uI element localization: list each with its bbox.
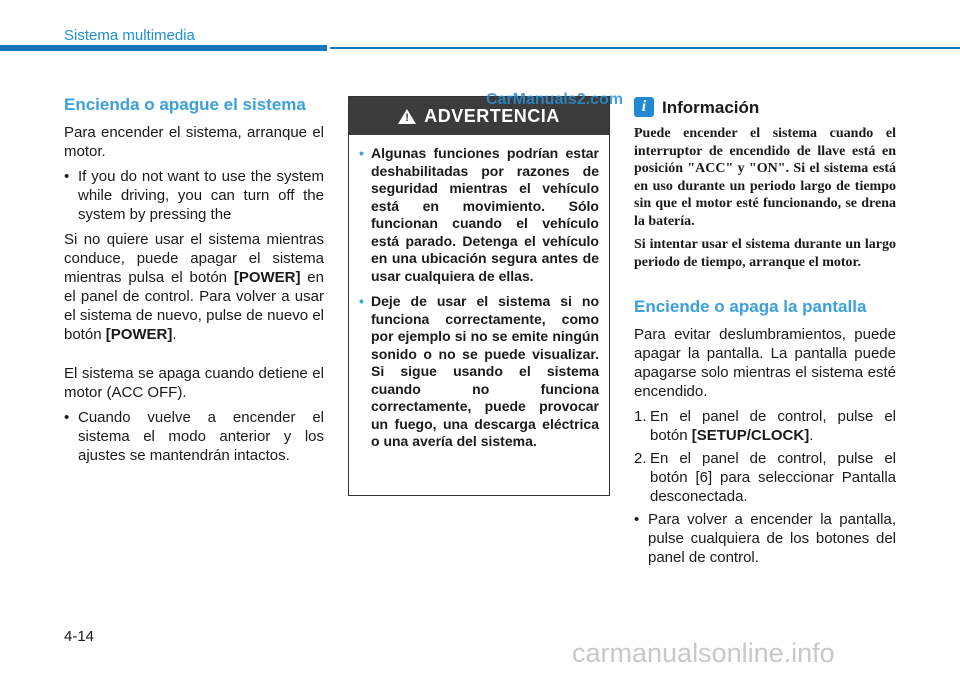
watermark-top: CarManuals2.com <box>486 91 623 108</box>
bullet-dot: • <box>634 511 640 528</box>
paragraph: Para encender el sistema, arranque el motor. <box>64 124 324 160</box>
bullet-item: • If you do not want to use the system while driving, you can turn off the system by pressing the <box>64 168 324 223</box>
warning-triangle-icon: ! <box>398 109 416 124</box>
paragraph: Para evitar deslumbramientos, puede apagar la pantalla. La pantalla puede apagarse solo mientras el sistema esté encendido. <box>634 326 896 400</box>
info-title: Información <box>662 98 760 117</box>
info-paragraph: Puede encender el sistema cuando el interruptor de encendido de llave está en posición "ACC" y "ON". Si el sistema está en uso durante un periodo largo de tiempo sin que el motor esté funcionando, se drena la batería. <box>634 126 896 229</box>
bullet-item: • Cuando vuelve a encender el sistema el modo anterior y los ajustes se mantendrán intactos. <box>64 409 324 464</box>
footer-watermark: carmanualsonline.info <box>572 638 835 668</box>
section-title: Sistema multimedia <box>64 27 195 44</box>
paragraph: El sistema se apaga cuando detiene el motor (ACC OFF). <box>64 365 324 401</box>
power-button-ref: [POWER] <box>105 326 173 343</box>
bullet-dot: • <box>64 168 70 185</box>
paragraph: Si no quiere usar el sistema mientras conduce, puede apagar el sistema mientras pulsa el botón [POWER] en el panel de control. Para volver a usar el sistema de nuevo, pulse de nuevo el botón [POWER]. <box>64 231 324 343</box>
page-number: 4-14 <box>64 628 95 645</box>
bullet-dot: • <box>64 409 70 426</box>
right-column <box>634 125 896 573</box>
left-column <box>64 95 324 471</box>
step-item: 2. En el panel de control, pulse el botón [6] para seleccionar Pantalla desconectada. <box>634 450 896 505</box>
info-icon: i <box>634 97 654 117</box>
header-bar-right <box>330 47 960 49</box>
warning-title: ADVERTENCIA <box>424 105 560 126</box>
warning-item: • Algunas funciones podrían estar deshabilitadas por razones de seguridad mientras el vehículo está en movimiento. Sólo funcionan cuando el vehículo está parado. Detenga el vehículo en una ubicación segura antes de usar cualquiera de ellas. <box>359 145 599 284</box>
bullet-item: • Para volver a encender la pantalla, pulse cualquiera de los botones del panel de control. <box>634 511 896 566</box>
setup-button-ref: [SETUP/CLOCK] <box>691 427 810 444</box>
info-paragraph: Si intentar usar el sistema durante un largo periodo de tiempo, arranque el motor. <box>634 237 896 270</box>
heading-screen: Enciende o apaga la pantalla <box>634 297 867 316</box>
header-bar-left <box>0 45 327 51</box>
step-item: 1. En el panel de control, pulse el botón [SETUP/CLOCK]. <box>634 408 896 444</box>
power-button-ref: [POWER] <box>233 269 301 286</box>
warning-box <box>348 96 610 496</box>
heading-power: Encienda o apague el sistema <box>64 95 306 114</box>
warning-item: • Deje de usar el sistema si no funciona correctamente, como por ejemplo si no se emite ningún sonido o no se puede visualizar. Si sigue usando el sistema cuando no funciona correctamente, puede provocar un fuego, una descarga eléctrica o una avería del sistema. <box>359 293 599 449</box>
